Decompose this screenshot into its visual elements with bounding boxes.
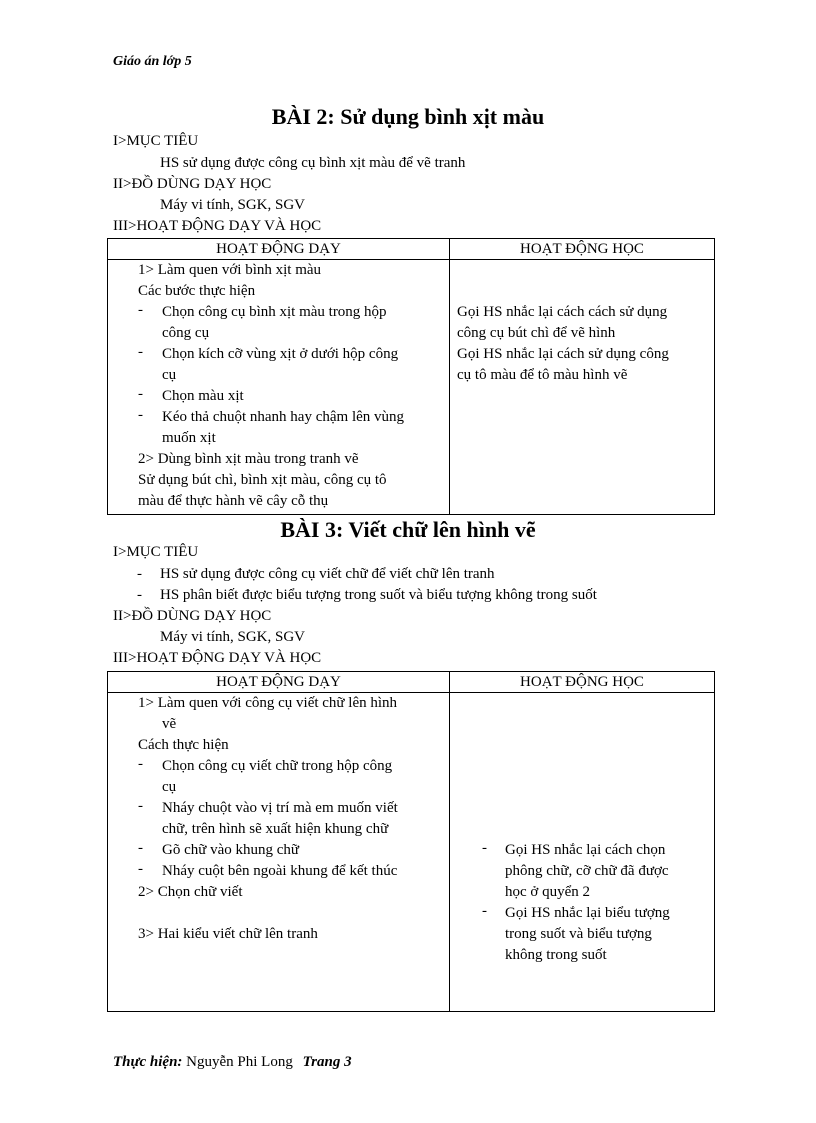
list-item: công cụ bút chì để vẽ hình [457,325,616,341]
lesson2-objectives-heading: I>MỤC TIÊU [113,133,199,149]
lesson3-materials: Máy vi tính, SGK, SGV [160,629,306,645]
list-item: cụ [162,779,177,795]
lesson3-activity-table [107,671,715,1012]
list-item: chữ, trên hình sẽ xuất hiện khung chữ [162,821,389,837]
lesson2-activity-table [107,238,715,515]
footer-author: Nguyễn Phi Long [186,1054,293,1070]
list-item: Chọn kích cỡ vùng xịt ở dưới hộp công [162,346,399,362]
lesson2-materials: Máy vi tính, SGK, SGV [160,197,306,213]
dash-bullet: - [138,840,143,856]
list-item: muốn xịt [162,430,216,446]
dash-bullet: - [138,756,143,772]
footer-label: Thực hiện: [113,1054,183,1070]
lesson2-col-teaching: HOẠT ĐỘNG DẠY [108,239,450,260]
list-item: Gọi HS nhắc lại biểu tượng [505,905,670,921]
list-item: Kéo thả chuột nhanh hay chậm lên vùng [162,409,405,425]
list-item: Chọn công cụ viết chữ trong hộp công [162,758,393,774]
list-item: màu để thực hành vẽ cây cỗ thụ [138,493,329,509]
list-item: cụ tô màu để tô màu hình vẽ [457,367,628,383]
list-item: Cách thực hiện [138,737,229,753]
list-item: Chọn màu xịt [162,388,244,404]
page-footer [113,1054,352,1071]
list-item: 1> Làm quen với công cụ viết chữ lên hình [138,695,398,711]
list-item: Gõ chữ vào khung chữ [162,842,300,858]
lesson3-objective: HS sử dụng được công cụ viết chữ để viết chữ lên tranh [160,566,495,582]
lesson3-col-teaching: HOẠT ĐỘNG DẠY [108,672,450,693]
list-item: học ở quyển 2 [505,884,590,900]
lesson3-objectives-heading: I>MỤC TIÊU [113,544,199,560]
list-item: 3> Hai kiểu viết chữ lên tranh [138,926,318,942]
dash-bullet: - [138,302,143,318]
lesson2-materials-heading: II>ĐỒ DÙNG DẠY HỌC [113,176,272,192]
list-item: Gọi HS nhắc lại cách chọn [505,842,666,858]
lesson3-materials-heading: II>ĐỒ DÙNG DẠY HỌC [113,608,272,624]
dash-bullet: - [482,840,487,856]
list-item: 2> Chọn chữ viết [138,884,243,900]
list-item: Chọn công cụ bình xịt màu trong hộp [162,304,387,320]
dash-bullet: - [138,344,143,360]
lesson3-objective: HS phân biết được biểu tượng trong suốt và biểu tượng không trong suốt [160,587,597,603]
footer-page-number: Trang 3 [302,1054,352,1070]
lesson2-activities-heading: III>HOẠT ĐỘNG DẠY VÀ HỌC [113,218,322,234]
list-item: phông chữ, cỡ chữ đã được [505,863,669,879]
list-item: Các bước thực hiện [138,283,256,299]
dash-bullet: - [138,386,143,402]
list-item: trong suốt và biểu tượng [505,926,652,942]
dash-bullet: - [138,861,143,877]
list-item: Nháy cuột bên ngoài khung để kết thúc [162,863,398,879]
lesson2-col-learning: HOẠT ĐỘNG HỌC [450,239,715,260]
lesson3-title: BÀI 3: Viết chữ lên hình vẽ [280,517,536,542]
list-item: Gọi HS nhắc lại cách cách sử dụng [457,304,668,320]
list-item: vẽ [162,716,177,732]
list-item: Sử dụng bút chì, bình xịt màu, công cụ tô [138,472,387,488]
list-item: cụ [162,367,177,383]
dash-bullet: - [137,566,142,582]
page-header: Giáo án lớp 5 [113,54,192,69]
lesson3-col-learning: HOẠT ĐỘNG HỌC [450,672,715,693]
list-item: 2> Dùng bình xịt màu trong tranh vẽ [138,451,359,467]
list-item: Gọi HS nhắc lại cách sử dụng công [457,346,669,362]
lesson2-objective: HS sử dụng được công cụ bình xịt màu để vẽ tranh [160,155,466,171]
list-item: không trong suốt [505,947,607,963]
dash-bullet: - [482,903,487,919]
dash-bullet: - [138,407,143,423]
list-item: Nháy chuột vào vị trí mà em muốn viết [162,800,398,816]
lesson2-title: BÀI 2: Sử dụng bình xịt màu [271,104,545,129]
dash-bullet: - [137,587,142,603]
list-item: công cụ [162,325,210,341]
dash-bullet: - [138,798,143,814]
list-item: 1> Làm quen với bình xịt màu [138,262,322,278]
lesson3-activities-heading: III>HOẠT ĐỘNG DẠY VÀ HỌC [113,650,322,666]
